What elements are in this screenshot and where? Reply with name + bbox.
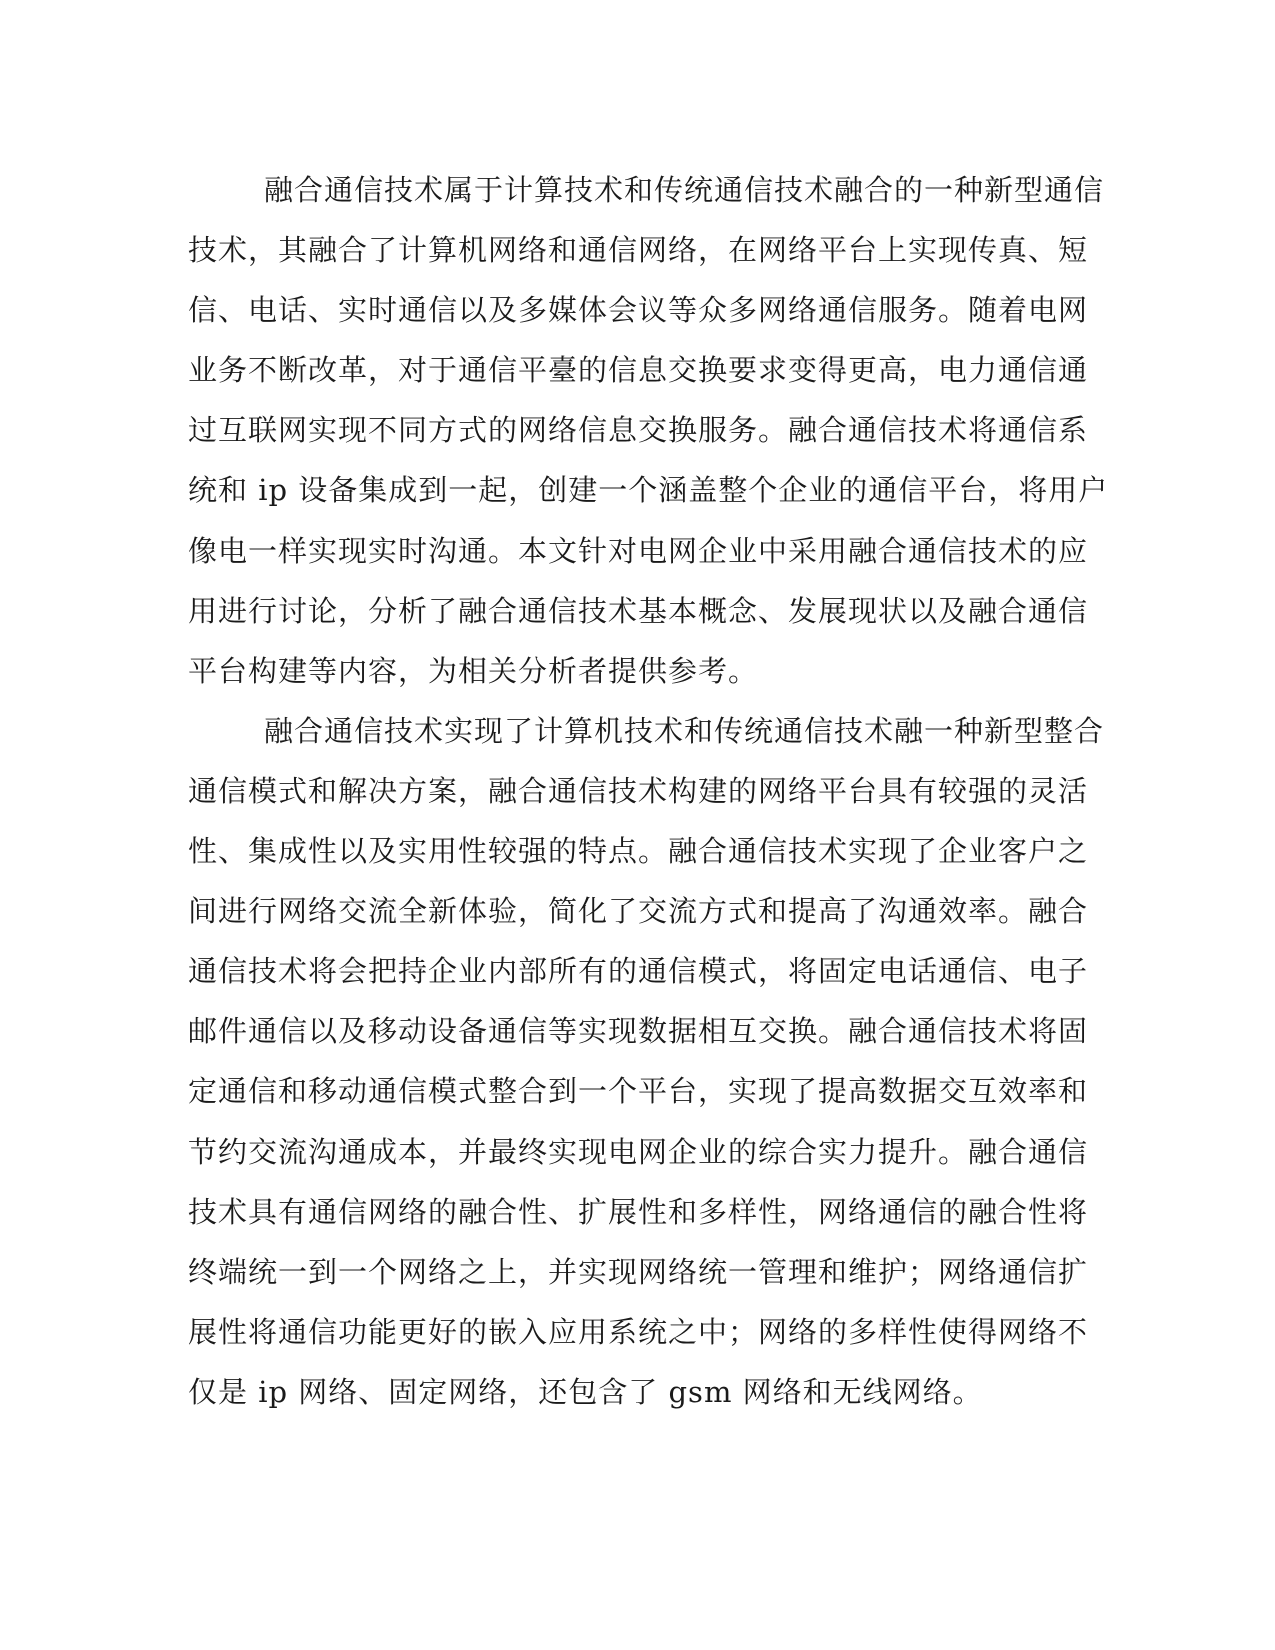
text-line: 技术，其融合了计算机网络和通信网络，在网络平台上实现传真、短 — [188, 233, 1089, 268]
text-line: 展性将通信功能更好的嵌入应用系统之中；网络的多样性使得网络不 — [188, 1314, 1089, 1349]
text-line: 定通信和移动通信模式整合到一个平台，实现了提高数据交互效率和 — [188, 1074, 1089, 1109]
text-line: 仅是 ip 网络、固定网络，还包含了 gsm 网络和无线网络。 — [188, 1374, 983, 1409]
text-line: 通信技术将会把持企业内部所有的通信模式，将固定电话通信、电子 — [188, 954, 1089, 989]
text-line: 融合通信技术实现了计算机技术和传统通信技术融一种新型整合 — [264, 713, 1105, 748]
text-line: 用进行讨论，分析了融合通信技术基本概念、发展现状以及融合通信 — [188, 593, 1089, 628]
document-body — [188, 160, 1109, 1422]
text-line: 业务不断改革，对于通信平臺的信息交换要求变得更高，电力通信通 — [188, 353, 1089, 388]
text-line: 性、集成性以及实用性较强的特点。融合通信技术实现了企业客户之 — [188, 834, 1089, 869]
text-line: 间进行网络交流全新体验，简化了交流方式和提高了沟通效率。融合 — [188, 894, 1089, 929]
text-line: 像电一样实现实时沟通。本文针对电网企业中采用融合通信技术的应 — [188, 533, 1089, 568]
paragraph-1 — [188, 160, 1109, 701]
text-line: 节约交流沟通成本，并最终实现电网企业的综合实力提升。融合通信 — [188, 1134, 1089, 1169]
text-line: 邮件通信以及移动设备通信等实现数据相互交换。融合通信技术将固 — [188, 1014, 1089, 1049]
text-line: 融合通信技术属于计算技术和传统通信技术融合的一种新型通信 — [264, 173, 1105, 207]
paragraph-2 — [188, 701, 1105, 1422]
text-line: 通信模式和解决方案，融合通信技术构建的网络平台具有较强的灵活 — [188, 773, 1089, 808]
text-line: 平台构建等内容，为相关分析者提供参考。 — [188, 653, 759, 688]
text-line: 终端统一到一个网络之上，并实现网络统一管理和维护；网络通信扩 — [188, 1254, 1089, 1289]
text-line: 过互联网实现不同方式的网络信息交换服务。融合通信技术将通信系 — [188, 413, 1089, 448]
text-line: 信、电话、实时通信以及多媒体会议等众多网络通信服务。随着电网 — [188, 293, 1089, 328]
text-line: 统和 ip 设备集成到一起，创建一个涵盖整个企业的通信平台，将用户 — [188, 473, 1109, 508]
text-line: 技术具有通信网络的融合性、扩展性和多样性，网络通信的融合性将 — [188, 1194, 1089, 1229]
